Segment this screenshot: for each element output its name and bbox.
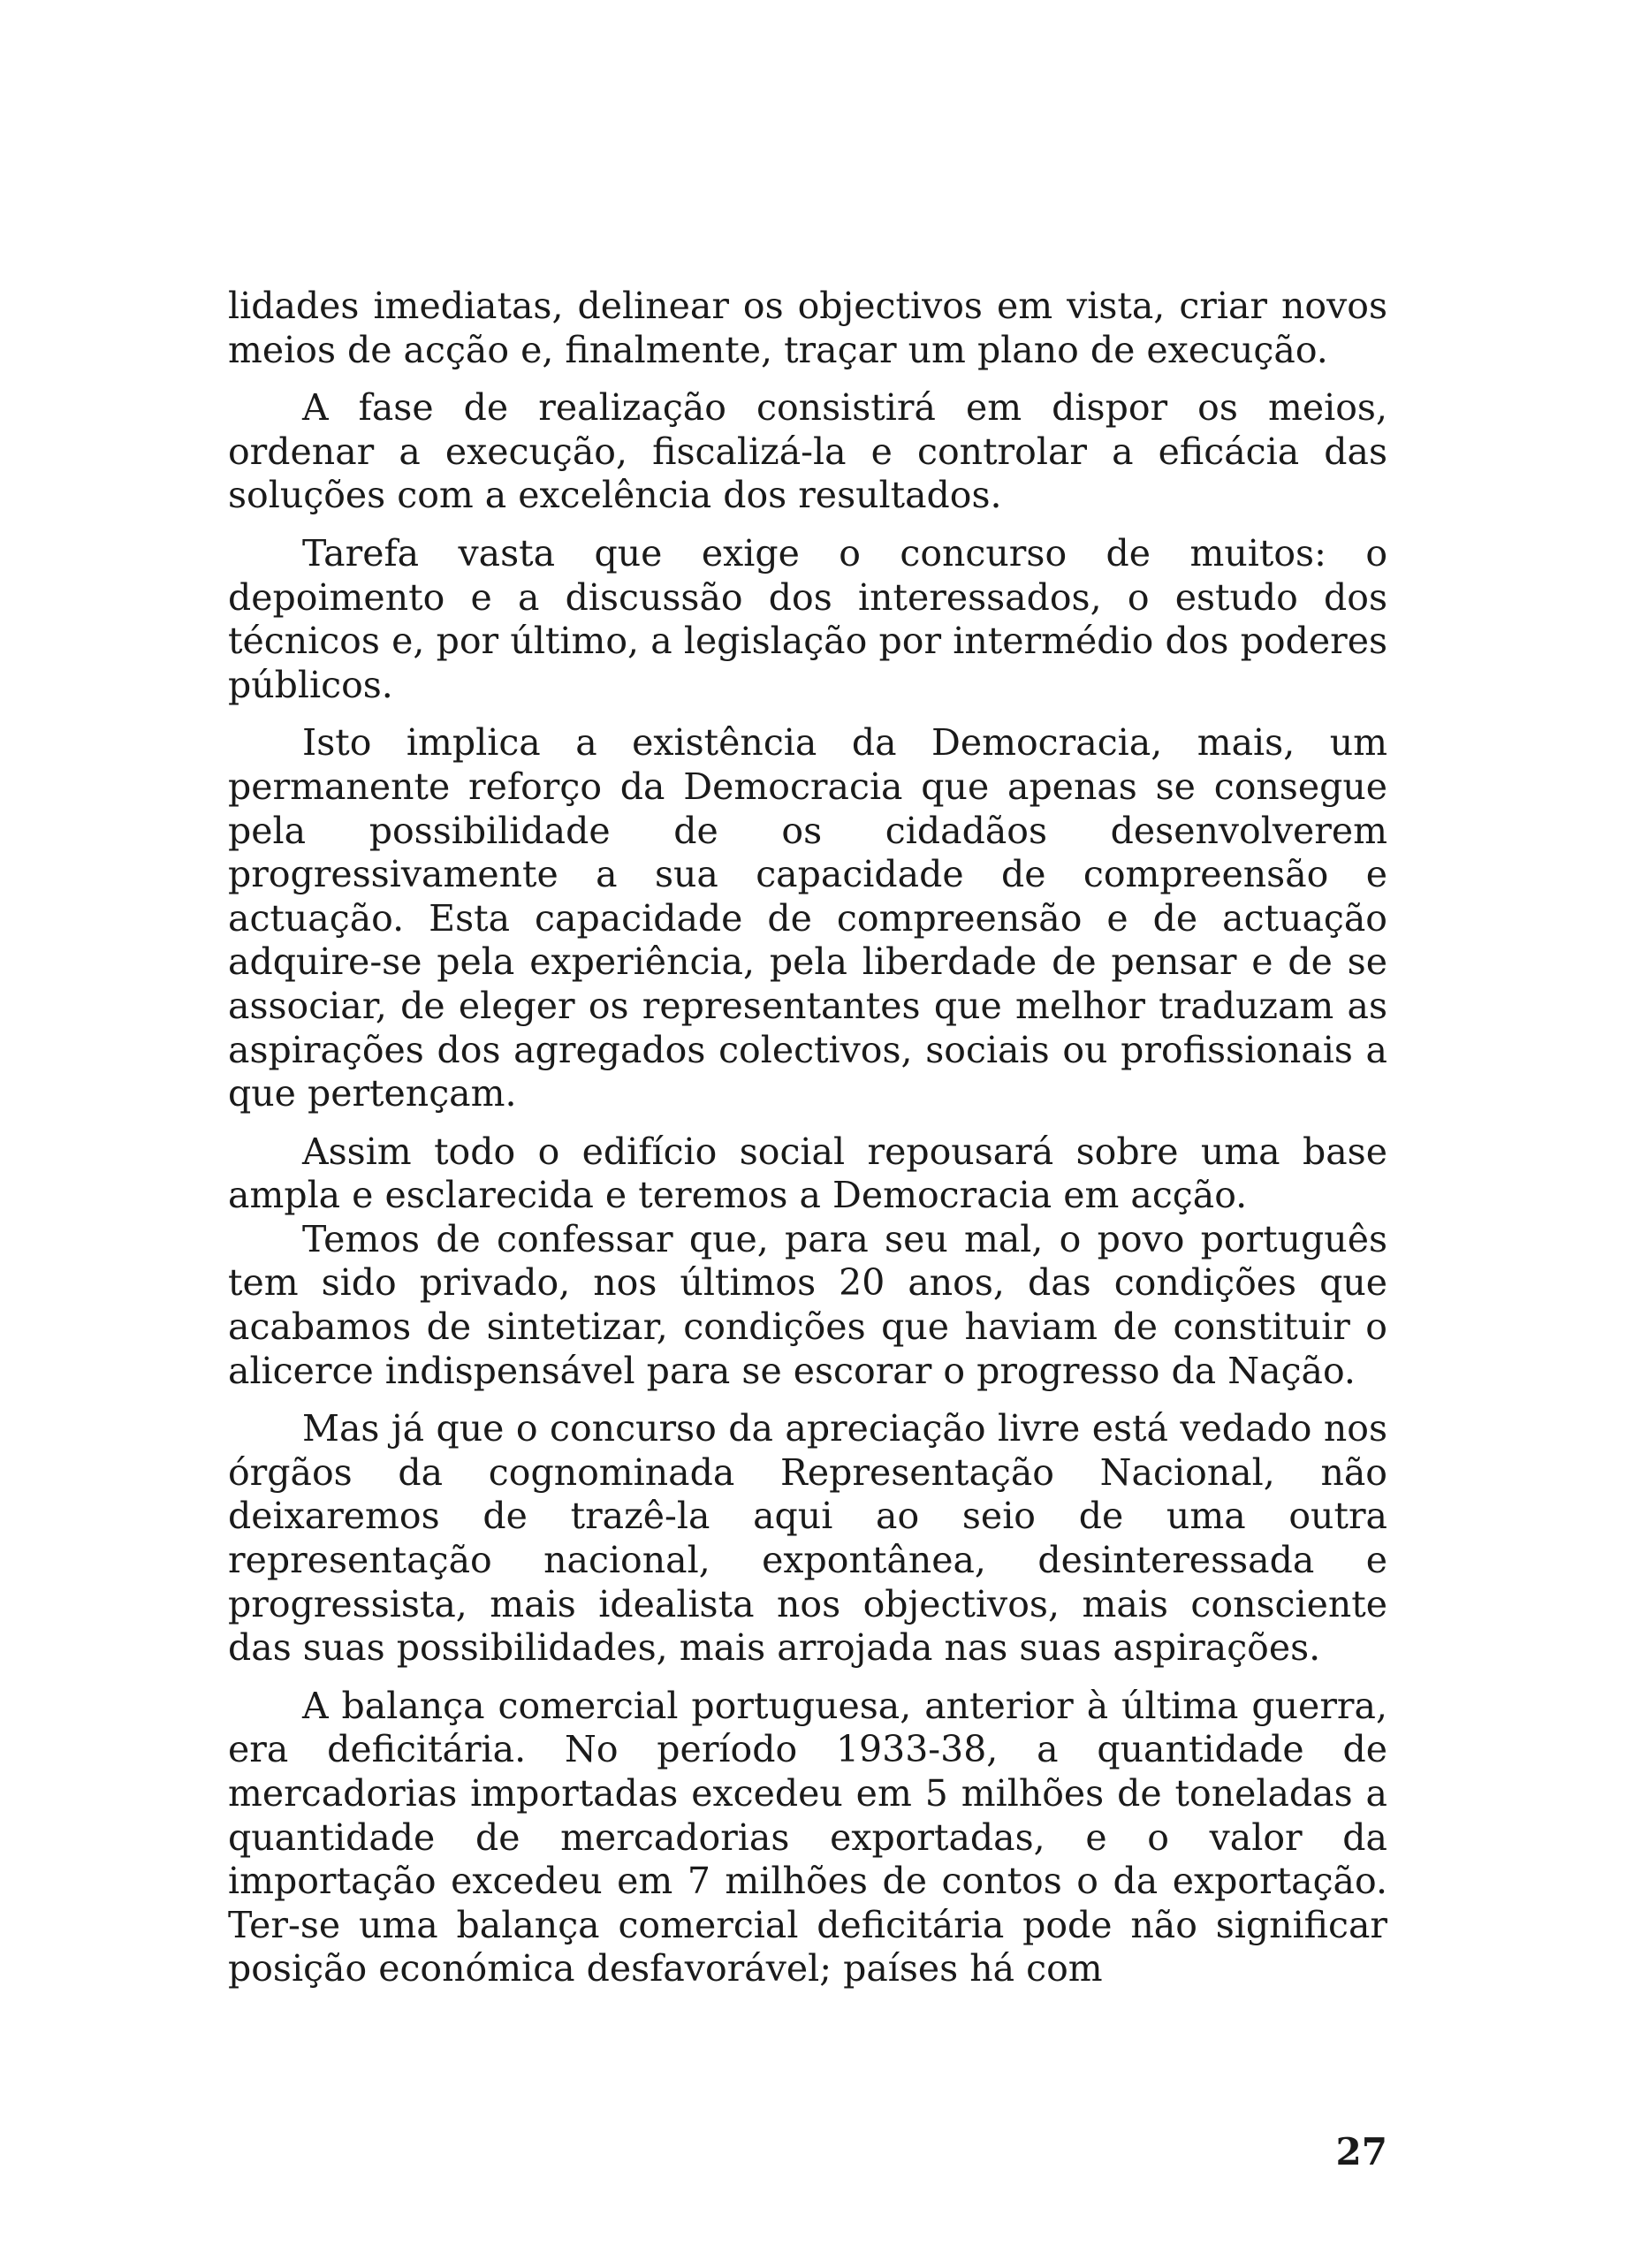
paragraph-7: Mas já que o concurso da apreciação livre está vedado nos órgãos da cognominada Representação Nacional, não deixaremos de trazê-la aqui ao seio de uma outra representação nacional, expontânea, desinteressada e progressista, mais idealista nos objectivos, mais consciente das suas possibilidades, mais arrojada nas suas aspirações. <box>228 1407 1387 1670</box>
paragraph-5: Assim todo o edifício social repousará sobre uma base ampla e esclarecida e teremos a Democracia em acção. <box>228 1130 1387 1217</box>
paragraph-2: A fase de realização consistirá em dispor os meios, ordenar a execução, fiscalizá-la e controlar a eficácia das soluções com a excelência dos resultados. <box>228 386 1387 517</box>
paragraph-6: Temos de confessar que, para seu mal, o povo português tem sido privado, nos últimos 20 anos, das condições que acabamos de sintetizar, condições que haviam de constituir o alicerce indispensável para se escorar o progresso da Nação. <box>228 1217 1387 1392</box>
body-text <box>228 285 1387 1991</box>
paragraph-1: lidades imediatas, delinear os objectivos em vista, criar novos meios de acção e, finalmente, traçar um plano de execução. <box>228 285 1387 371</box>
paragraph-4: Isto implica a existência da Democracia, mais, um permanente reforço da Democracia que apenas se consegue pela possibilidade de os cidadãos desenvolverem progressivamente a sua capacidade de compreensão e actuação. Esta capacidade de compreensão e de actuação adquire-se pela experiência, pela liberdade de pensar e de se associar, de eleger os representantes que melhor traduzam as aspirações dos agregados colectivos, sociais ou profissionais a que pertençam. <box>228 721 1387 1115</box>
paragraph-8: A balança comercial portuguesa, anterior à última guerra, era deficitária. No período 1933-38, a quantidade de mercadorias importadas excedeu em 5 milhões de toneladas a quantidade de mercadorias exportadas, e o valor da importação excedeu em 7 milhões de contos o da exportação. Ter-se uma balança comercial deficitária pode não significar posição económica desfavorável; países há com <box>228 1684 1387 1990</box>
page-number: 27 <box>1335 2130 1387 2173</box>
paragraph-3: Tarefa vasta que exige o concurso de muitos: o depoimento e a discussão dos interessados, o estudo dos técnicos e, por último, a legislação por intermédio dos poderes públicos. <box>228 531 1387 706</box>
